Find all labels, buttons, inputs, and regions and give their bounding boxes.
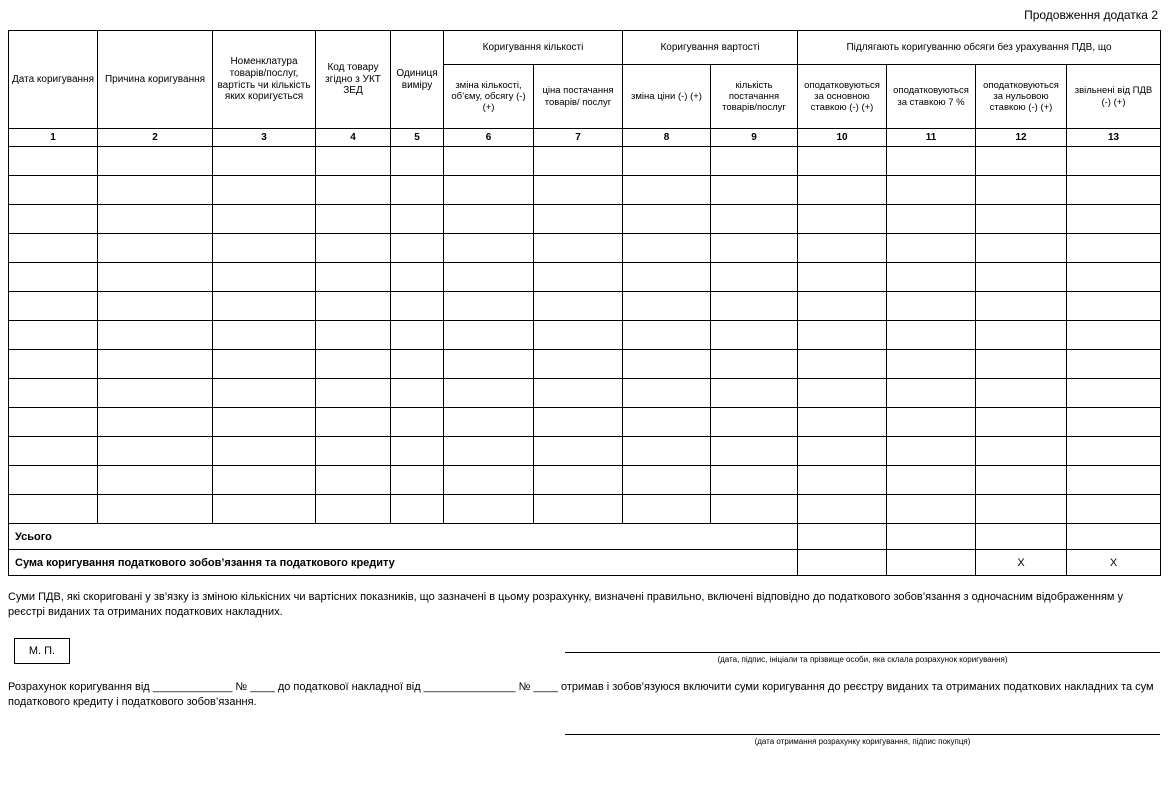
table-cell xyxy=(623,495,711,524)
column-header-nomenclature: Номенклатура товарів/послуг, вартість чи кількість яких коригується xyxy=(213,31,316,129)
column-header-price-change: зміна ціни (-) (+) xyxy=(623,65,711,129)
table-cell xyxy=(798,466,887,495)
table-cell xyxy=(534,205,623,234)
signature-block-compiler xyxy=(565,652,1160,664)
number-blank-2: ____ xyxy=(533,680,558,693)
table-cell xyxy=(9,205,98,234)
table-row xyxy=(9,466,1161,495)
table-cell xyxy=(316,263,391,292)
table-cell xyxy=(976,147,1067,176)
table-cell xyxy=(976,350,1067,379)
table-cell xyxy=(391,205,444,234)
table-cell xyxy=(98,292,213,321)
receipt-text-1: Розрахунок коригування від xyxy=(8,680,150,693)
table-cell xyxy=(9,408,98,437)
table-cell xyxy=(213,234,316,263)
table-cell xyxy=(711,379,798,408)
table-cell xyxy=(623,408,711,437)
stamp-signature-row xyxy=(8,638,1160,664)
table-cell xyxy=(976,379,1067,408)
table-cell xyxy=(9,176,98,205)
total-row-label: Усього xyxy=(9,524,798,550)
sum-adjustment-row xyxy=(9,550,1161,576)
table-cell xyxy=(711,466,798,495)
table-cell xyxy=(798,263,887,292)
column-header-supply-price: ціна постачання товарів/ послуг xyxy=(534,65,623,129)
table-cell xyxy=(316,205,391,234)
sum-cell-12-x: Х xyxy=(976,550,1067,576)
table-cell xyxy=(798,205,887,234)
table-cell xyxy=(444,321,534,350)
total-row xyxy=(9,524,1161,550)
table-cell xyxy=(444,205,534,234)
table-cell xyxy=(711,263,798,292)
table-cell xyxy=(1067,379,1161,408)
table-cell xyxy=(98,495,213,524)
column-number: 10 xyxy=(798,129,887,147)
table-cell xyxy=(316,147,391,176)
table-cell xyxy=(98,350,213,379)
table-cell xyxy=(213,437,316,466)
table-cell xyxy=(798,176,887,205)
table-cell xyxy=(976,205,1067,234)
column-header-rate-7: оподатковуються за ставкою 7 % xyxy=(887,65,976,129)
column-header-vat-exempt: звільнені від ПДВ (-) (+) xyxy=(1067,65,1161,129)
table-cell xyxy=(623,350,711,379)
column-number: 7 xyxy=(534,129,623,147)
table-cell xyxy=(887,263,976,292)
table-cell xyxy=(9,437,98,466)
column-header-supply-quantity: кількість постачання товарів/послуг xyxy=(711,65,798,129)
table-cell xyxy=(976,495,1067,524)
column-number: 12 xyxy=(976,129,1067,147)
table-cell xyxy=(9,495,98,524)
table-cell xyxy=(1067,408,1161,437)
table-cell xyxy=(798,234,887,263)
table-cell xyxy=(316,408,391,437)
signature-line-compiler xyxy=(565,652,1160,653)
group-header-quantity-adjustment: Коригування кількості xyxy=(444,31,623,65)
table-cell xyxy=(976,234,1067,263)
table-row xyxy=(9,147,1161,176)
table-cell xyxy=(887,234,976,263)
receipt-statement xyxy=(8,680,1158,711)
table-cell xyxy=(798,495,887,524)
signature-line-buyer xyxy=(565,734,1160,735)
table-row xyxy=(9,437,1161,466)
column-number: 11 xyxy=(887,129,976,147)
total-cell-11 xyxy=(887,524,976,550)
table-cell xyxy=(213,495,316,524)
table-cell xyxy=(798,408,887,437)
table-cell xyxy=(534,408,623,437)
table-cell xyxy=(444,292,534,321)
table-cell xyxy=(98,234,213,263)
table-cell xyxy=(1067,495,1161,524)
column-header-main-rate: оподатковуються за основною ставкою (-) (+) xyxy=(798,65,887,129)
table-cell xyxy=(1067,234,1161,263)
sum-cell-13-x: Х xyxy=(1067,550,1161,576)
table-cell xyxy=(534,263,623,292)
table-cell xyxy=(391,466,444,495)
table-cell xyxy=(887,176,976,205)
table-cell xyxy=(623,205,711,234)
table-cell xyxy=(316,437,391,466)
table-cell xyxy=(316,292,391,321)
table-cell xyxy=(623,321,711,350)
table-cell xyxy=(976,466,1067,495)
table-footer xyxy=(9,524,1161,576)
table-row xyxy=(9,408,1161,437)
column-number: 4 xyxy=(316,129,391,147)
table-row xyxy=(9,205,1161,234)
table-cell xyxy=(798,321,887,350)
column-number: 9 xyxy=(711,129,798,147)
table-row xyxy=(9,321,1161,350)
table-cell xyxy=(444,234,534,263)
signature-block-buyer xyxy=(565,734,1160,746)
table-cell xyxy=(98,408,213,437)
table-cell xyxy=(887,408,976,437)
table-cell xyxy=(534,379,623,408)
table-cell xyxy=(9,292,98,321)
table-cell xyxy=(887,379,976,408)
table-cell xyxy=(9,147,98,176)
sum-cell-10 xyxy=(798,550,887,576)
table-cell xyxy=(444,408,534,437)
table-cell xyxy=(213,176,316,205)
column-number: 5 xyxy=(391,129,444,147)
column-header-date: Дата коригування xyxy=(9,31,98,129)
table-cell xyxy=(534,147,623,176)
table-row xyxy=(9,292,1161,321)
table-cell xyxy=(391,350,444,379)
table-row xyxy=(9,350,1161,379)
table-cell xyxy=(711,437,798,466)
table-cell xyxy=(9,350,98,379)
table-cell xyxy=(1067,437,1161,466)
table-cell xyxy=(623,437,711,466)
table-cell xyxy=(9,466,98,495)
table-cell xyxy=(444,350,534,379)
table-cell xyxy=(798,147,887,176)
table-cell xyxy=(98,437,213,466)
table-cell xyxy=(711,321,798,350)
column-number: 6 xyxy=(444,129,534,147)
table-cell xyxy=(316,466,391,495)
table-cell xyxy=(976,437,1067,466)
signature-caption-buyer: (дата отримання розрахунку коригування, підпис покупця) xyxy=(754,737,971,747)
column-header-reason: Причина коригування xyxy=(98,31,213,129)
table-cell xyxy=(213,147,316,176)
number-label-1: № xyxy=(235,680,248,693)
table-cell xyxy=(976,263,1067,292)
table-cell xyxy=(623,176,711,205)
table-cell xyxy=(444,176,534,205)
table-cell xyxy=(316,379,391,408)
table-cell xyxy=(711,292,798,321)
table-cell xyxy=(9,234,98,263)
table-cell xyxy=(534,350,623,379)
table-cell xyxy=(534,234,623,263)
stamp-place-label: М. П. xyxy=(28,644,56,657)
total-cell-12 xyxy=(976,524,1067,550)
table-cell xyxy=(444,147,534,176)
table-cell xyxy=(887,437,976,466)
sum-cell-11 xyxy=(887,550,976,576)
number-label-2: № xyxy=(518,680,531,693)
table-row xyxy=(9,263,1161,292)
table-cell xyxy=(316,495,391,524)
table-cell xyxy=(391,176,444,205)
table-cell xyxy=(1067,466,1161,495)
signature-caption-compiler: (дата, підпис, ініціали та прізвище особи, яка склала розрахунок коригування) xyxy=(717,654,1008,664)
table-row xyxy=(9,176,1161,205)
table-cell xyxy=(1067,292,1161,321)
receipt-text-3: отримав і зобов’язуюся включити суми коригування до реєстру виданих та отриманих податкових накладних та сум податкового кредиту і податкового зобов’язання. xyxy=(8,680,1157,709)
adjustment-table xyxy=(8,30,1161,576)
table-cell xyxy=(213,466,316,495)
table-cell xyxy=(444,263,534,292)
table-cell xyxy=(391,379,444,408)
column-number: 13 xyxy=(1067,129,1161,147)
table-cell xyxy=(444,466,534,495)
column-number: 1 xyxy=(9,129,98,147)
table-cell xyxy=(887,321,976,350)
table-cell xyxy=(98,466,213,495)
column-number: 3 xyxy=(213,129,316,147)
table-cell xyxy=(1067,263,1161,292)
table-cell xyxy=(798,379,887,408)
table-cell xyxy=(976,321,1067,350)
table-cell xyxy=(1067,205,1161,234)
table-body xyxy=(9,147,1161,524)
number-blank-1: ____ xyxy=(250,680,275,693)
column-number: 8 xyxy=(623,129,711,147)
table-cell xyxy=(976,408,1067,437)
column-header-quantity-change: зміна кількості, об’єму, обсягу (-) (+) xyxy=(444,65,534,129)
table-row xyxy=(9,495,1161,524)
table-cell xyxy=(711,147,798,176)
table-cell xyxy=(534,437,623,466)
column-header-unit: Одиниця виміру xyxy=(391,31,444,129)
sum-adjustment-label: Сума коригування податкового зобов’язання та податкового кредиту xyxy=(9,550,798,576)
table-cell xyxy=(798,292,887,321)
table-cell xyxy=(534,495,623,524)
table-cell xyxy=(391,234,444,263)
table-cell xyxy=(534,466,623,495)
table-cell xyxy=(711,234,798,263)
table-cell xyxy=(391,408,444,437)
table-cell xyxy=(391,292,444,321)
date-blank-1: _____________ xyxy=(152,680,233,693)
group-header-value-adjustment: Коригування вартості xyxy=(623,31,798,65)
receipt-text-2: до податкової накладної від xyxy=(277,680,421,693)
total-cell-10 xyxy=(798,524,887,550)
table-cell xyxy=(534,321,623,350)
table-cell xyxy=(1067,147,1161,176)
table-cell xyxy=(213,408,316,437)
table-cell xyxy=(623,263,711,292)
table-cell xyxy=(444,437,534,466)
table-cell xyxy=(798,437,887,466)
table-cell xyxy=(976,176,1067,205)
table-cell xyxy=(887,350,976,379)
column-number: 2 xyxy=(98,129,213,147)
table-cell xyxy=(9,321,98,350)
table-cell xyxy=(444,495,534,524)
table-cell xyxy=(213,379,316,408)
table-cell xyxy=(711,176,798,205)
table-row xyxy=(9,379,1161,408)
table-header xyxy=(9,31,1161,147)
table-cell xyxy=(711,350,798,379)
stamp-place-box xyxy=(14,638,70,664)
table-cell xyxy=(887,292,976,321)
table-cell xyxy=(623,379,711,408)
table-cell xyxy=(213,263,316,292)
table-cell xyxy=(1067,321,1161,350)
table-cell xyxy=(98,263,213,292)
column-header-ukt-zed-code: Код товару згідно з УКТ ЗЕД xyxy=(316,31,391,129)
total-cell-13 xyxy=(1067,524,1161,550)
table-cell xyxy=(887,147,976,176)
table-cell xyxy=(316,176,391,205)
table-cell xyxy=(391,437,444,466)
table-cell xyxy=(623,234,711,263)
table-cell xyxy=(623,466,711,495)
table-cell xyxy=(1067,350,1161,379)
table-cell xyxy=(391,321,444,350)
page-title: Продовження додатка 2 xyxy=(1024,8,1158,22)
date-blank-2: _______________ xyxy=(423,680,516,693)
table-cell xyxy=(887,205,976,234)
table-cell xyxy=(623,147,711,176)
table-cell xyxy=(623,292,711,321)
table-cell xyxy=(9,263,98,292)
table-cell xyxy=(316,321,391,350)
table-cell xyxy=(213,321,316,350)
table-cell xyxy=(391,495,444,524)
table-cell xyxy=(391,147,444,176)
table-cell xyxy=(976,292,1067,321)
table-cell xyxy=(213,205,316,234)
table-cell xyxy=(98,205,213,234)
table-cell xyxy=(444,379,534,408)
table-cell xyxy=(391,263,444,292)
table-cell xyxy=(316,234,391,263)
buyer-signature-row xyxy=(8,734,1160,746)
table-cell xyxy=(316,350,391,379)
table-row xyxy=(9,234,1161,263)
table-cell xyxy=(711,495,798,524)
table-cell xyxy=(1067,176,1161,205)
table-cell xyxy=(9,379,98,408)
table-cell xyxy=(887,495,976,524)
table-cell xyxy=(711,205,798,234)
table-cell xyxy=(534,292,623,321)
table-cell xyxy=(798,350,887,379)
table-cell xyxy=(711,408,798,437)
group-header-vat-volumes: Підлягають коригуванню обсяги без урахування ПДВ, що xyxy=(798,31,1161,65)
vat-declaration-text: Суми ПДВ, які скориговані у зв’язку із зміною кількісних чи вартісних показників, що зазначені в цьому розрахунку, визначені правильно, включені відповідно до податкового зобов’язання з одночасним відображенням у реєстрі виданих та отриманих податкових накладних. xyxy=(8,591,1124,618)
table-cell xyxy=(98,321,213,350)
table-cell xyxy=(98,379,213,408)
table-cell xyxy=(213,350,316,379)
table-cell xyxy=(98,147,213,176)
column-header-zero-rate: оподатковуються за нульовою ставкою (-) (+) xyxy=(976,65,1067,129)
table-cell xyxy=(98,176,213,205)
table-cell xyxy=(213,292,316,321)
column-number-row xyxy=(9,129,1161,147)
table-cell xyxy=(887,466,976,495)
table-cell xyxy=(534,176,623,205)
